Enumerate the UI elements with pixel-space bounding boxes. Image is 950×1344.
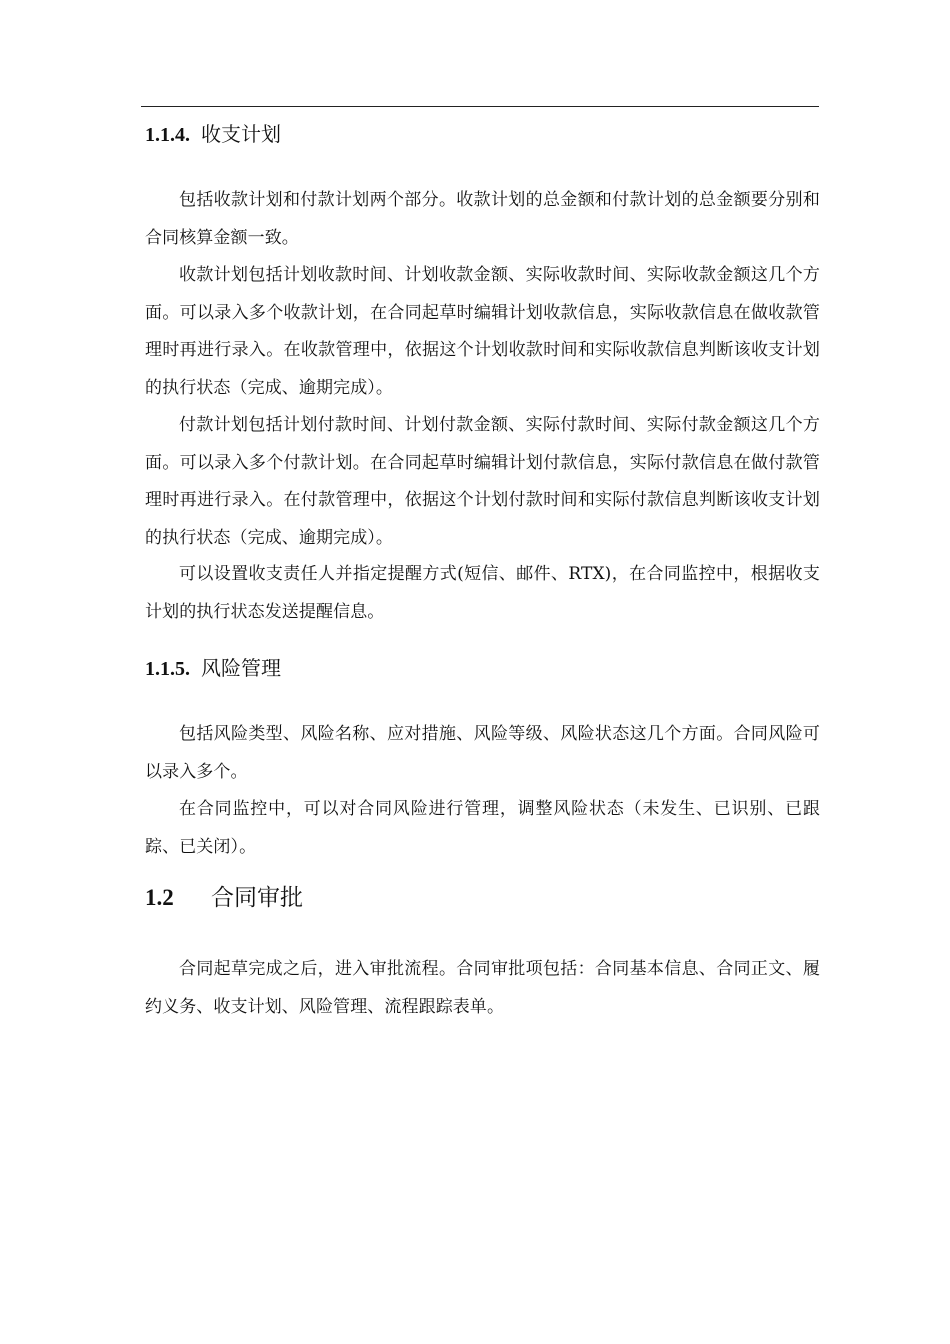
section-heading-1-2 bbox=[145, 882, 303, 914]
section-title: 收支计划 bbox=[201, 122, 281, 146]
paragraph: 收款计划包括计划收款时间、计划收款金额、实际收款时间、实际收款金额这几个方面。可以录入多个收款计划，在合同起草时编辑计划收款信息，实际收款信息在做收款管理时再进行录入。在收款管理中，依据这个计划收款时间和实际收款信息判断该收支计划的执行状态（完成、逾期完成）。 bbox=[145, 265, 820, 398]
section-number: 1.1.5. bbox=[145, 658, 190, 680]
section-heading-1-1-5 bbox=[145, 654, 281, 683]
paragraph: 合同起草完成之后，进入审批流程。合同审批项包括：合同基本信息、合同正文、履约义务、收支计划、风险管理、流程跟踪表单。 bbox=[145, 959, 820, 1017]
section-number: 1.2 bbox=[145, 885, 174, 910]
paragraph: 在合同监控中，可以对合同风险进行管理，调整风险状态（未发生、已识别、已跟踪、已关闭）。 bbox=[145, 799, 820, 857]
section-title: 风险管理 bbox=[201, 656, 281, 680]
section-heading-1-1-4 bbox=[145, 120, 281, 149]
paragraph: 包括风险类型、风险名称、应对措施、风险等级、风险状态这几个方面。合同风险可以录入多个。 bbox=[145, 724, 820, 782]
section-title: 合同审批 bbox=[211, 885, 303, 911]
header-rule bbox=[141, 106, 819, 107]
paragraph: 付款计划包括计划付款时间、计划付款金额、实际付款时间、实际付款金额这几个方面。可以录入多个付款计划。在合同起草时编辑计划付款信息，实际付款信息在做付款管理时再进行录入。在付款管理中，依据这个计划付款时间和实际付款信息判断该收支计划的执行状态（完成、逾期完成）。 bbox=[145, 415, 820, 548]
paragraph: 包括收款计划和付款计划两个部分。收款计划的总金额和付款计划的总金额要分别和合同核算金额一致。 bbox=[145, 190, 820, 248]
section-number: 1.1.4. bbox=[145, 124, 190, 146]
paragraph: 可以设置收支责任人并指定提醒方式(短信、邮件、RTX)，在合同监控中，根据收支计划的执行状态发送提醒信息。 bbox=[145, 564, 820, 622]
